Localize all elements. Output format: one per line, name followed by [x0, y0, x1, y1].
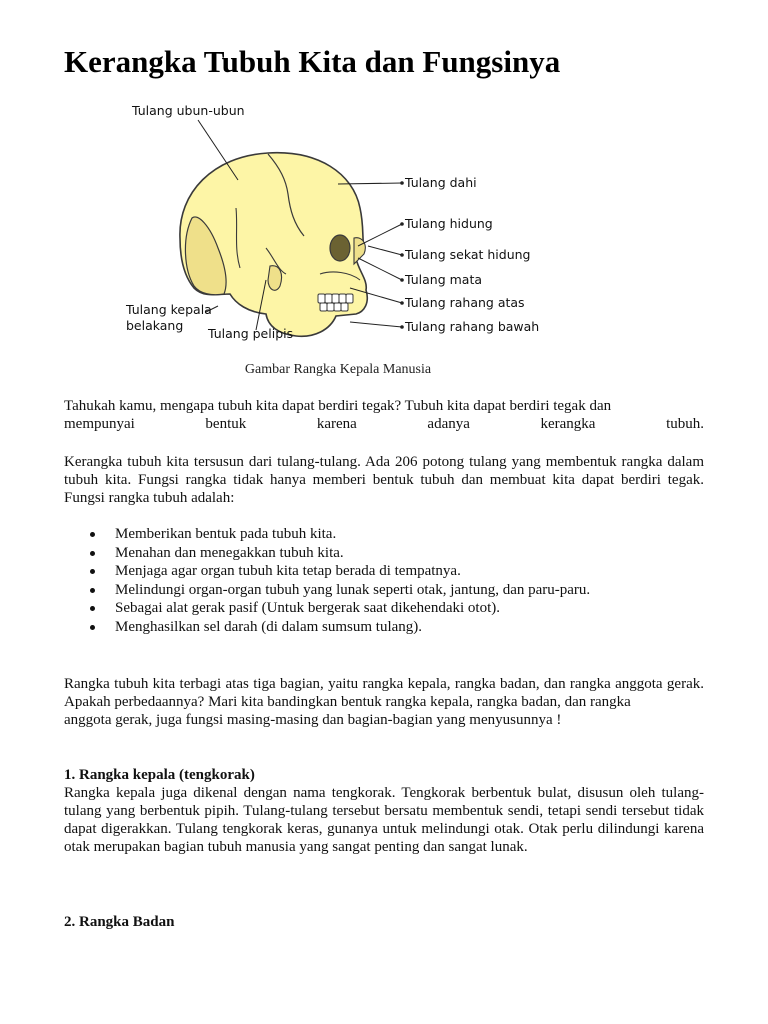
figure-caption: Gambar Rangka Kepala Manusia [244, 362, 432, 377]
intro-line-2: mempunyai bentuk karena adanya kerangka tubuh. [64, 416, 704, 432]
skull-figure [118, 98, 558, 348]
bullet-icon [90, 625, 95, 630]
bullet-icon [90, 606, 95, 611]
leader-dots [400, 181, 404, 329]
label-kepala-belakang-line1: Tulang kepala [126, 302, 212, 317]
list-item: Menjaga agar organ tubuh kita tetap berada di tempatnya. [64, 562, 704, 581]
skull-diagram [118, 98, 558, 348]
parts-paragraph [64, 675, 704, 729]
section-body [64, 913, 704, 931]
skeleton-text: Kerangka tubuh kita tersusun dari tulang-tulang. Ada 206 potong tulang yang membentuk rangka dalam tubuh kita. Fungsi rangka tidak hanya memberi bentuk tubuh dan membuat kita dapat berdiri tegak. Fungsi rangka tubuh adalah: [64, 454, 704, 506]
section-skull [64, 766, 704, 856]
parts-text-2: anggota gerak, juga fungsi masing-masing dan bagian-bagian yang menyusunnya ! [64, 712, 562, 728]
label-ubun-ubun: Tulang ubun-ubun [132, 103, 245, 118]
parts-text-1: Rangka tubuh kita terbagi atas tiga bagian, yaitu rangka kepala, rangka badan, dan rangka anggota gerak. Apakah perbedaannya? Mari kita bandingkan bentuk rangka kepala, rangka badan, dan rangka [64, 676, 704, 710]
list-item: Menahan dan menegakkan tubuh kita. [64, 544, 704, 563]
skeleton-paragraph [64, 453, 704, 507]
document-title: Kerangka Tubuh Kita dan Fungsinya [64, 44, 561, 79]
nasal-bone [354, 238, 365, 264]
bullet-icon [90, 588, 95, 593]
bullet-icon [90, 532, 95, 537]
label-pelipis: Tulang pelipis [208, 326, 294, 341]
label-rahang-atas: Tulang rahang atas [405, 295, 525, 310]
functions-list [64, 525, 704, 637]
list-item: Memberikan bentuk pada tubuh kita. [64, 525, 704, 544]
list-item: Melindungi organ-organ tubuh yang lunak seperti otak, jantung, dan paru-paru. [64, 581, 704, 600]
section-text: Rangka kepala juga dikenal dengan nama tengkorak. Tengkorak berbentuk bulat, disusun oleh tulang-tulang yang berbentuk pipih. Tulang-tulang tersebut bersatu membentuk sendi, tetapi sendi tersebut tidak dapat digerakkan. Tulang tengkorak keras, gunanya untuk melindungi otak. Otak perlu dilindungi karena otak merupakan bagian tubuh manusia yang sangat penting dan sangat lunak. [64, 785, 704, 855]
label-kepala-belakang-line2: belakang [126, 318, 184, 333]
label-hidung: Tulang hidung [405, 216, 493, 231]
eye-socket [330, 235, 350, 261]
label-rahang-bawah: Tulang rahang bawah [405, 319, 540, 334]
label-sekat-hidung: Tulang sekat hidung [405, 247, 531, 262]
list-item: Sebagai alat gerak pasif (Untuk bergerak saat dikehendaki otot). [64, 599, 704, 618]
bullet-icon [90, 551, 95, 556]
section-heading: 2. Rangka Badan [64, 914, 175, 930]
label-dahi: Tulang dahi [405, 175, 477, 190]
intro-line-1: Tahukah kamu, mengapa tubuh kita dapat berdiri tegak? Tubuh kita dapat berdiri tegak dan [64, 398, 612, 414]
label-mata: Tulang mata [405, 272, 483, 287]
temple-bone-mark [268, 266, 282, 291]
list-item: Menghasilkan sel darah (di dalam sumsum tulang). [64, 618, 704, 637]
functions-list-block [64, 525, 704, 637]
bullet-icon [90, 569, 95, 574]
teeth [318, 294, 353, 311]
intro-paragraph [64, 397, 704, 433]
section-heading: 1. Rangka kepala (tengkorak) [64, 767, 255, 783]
